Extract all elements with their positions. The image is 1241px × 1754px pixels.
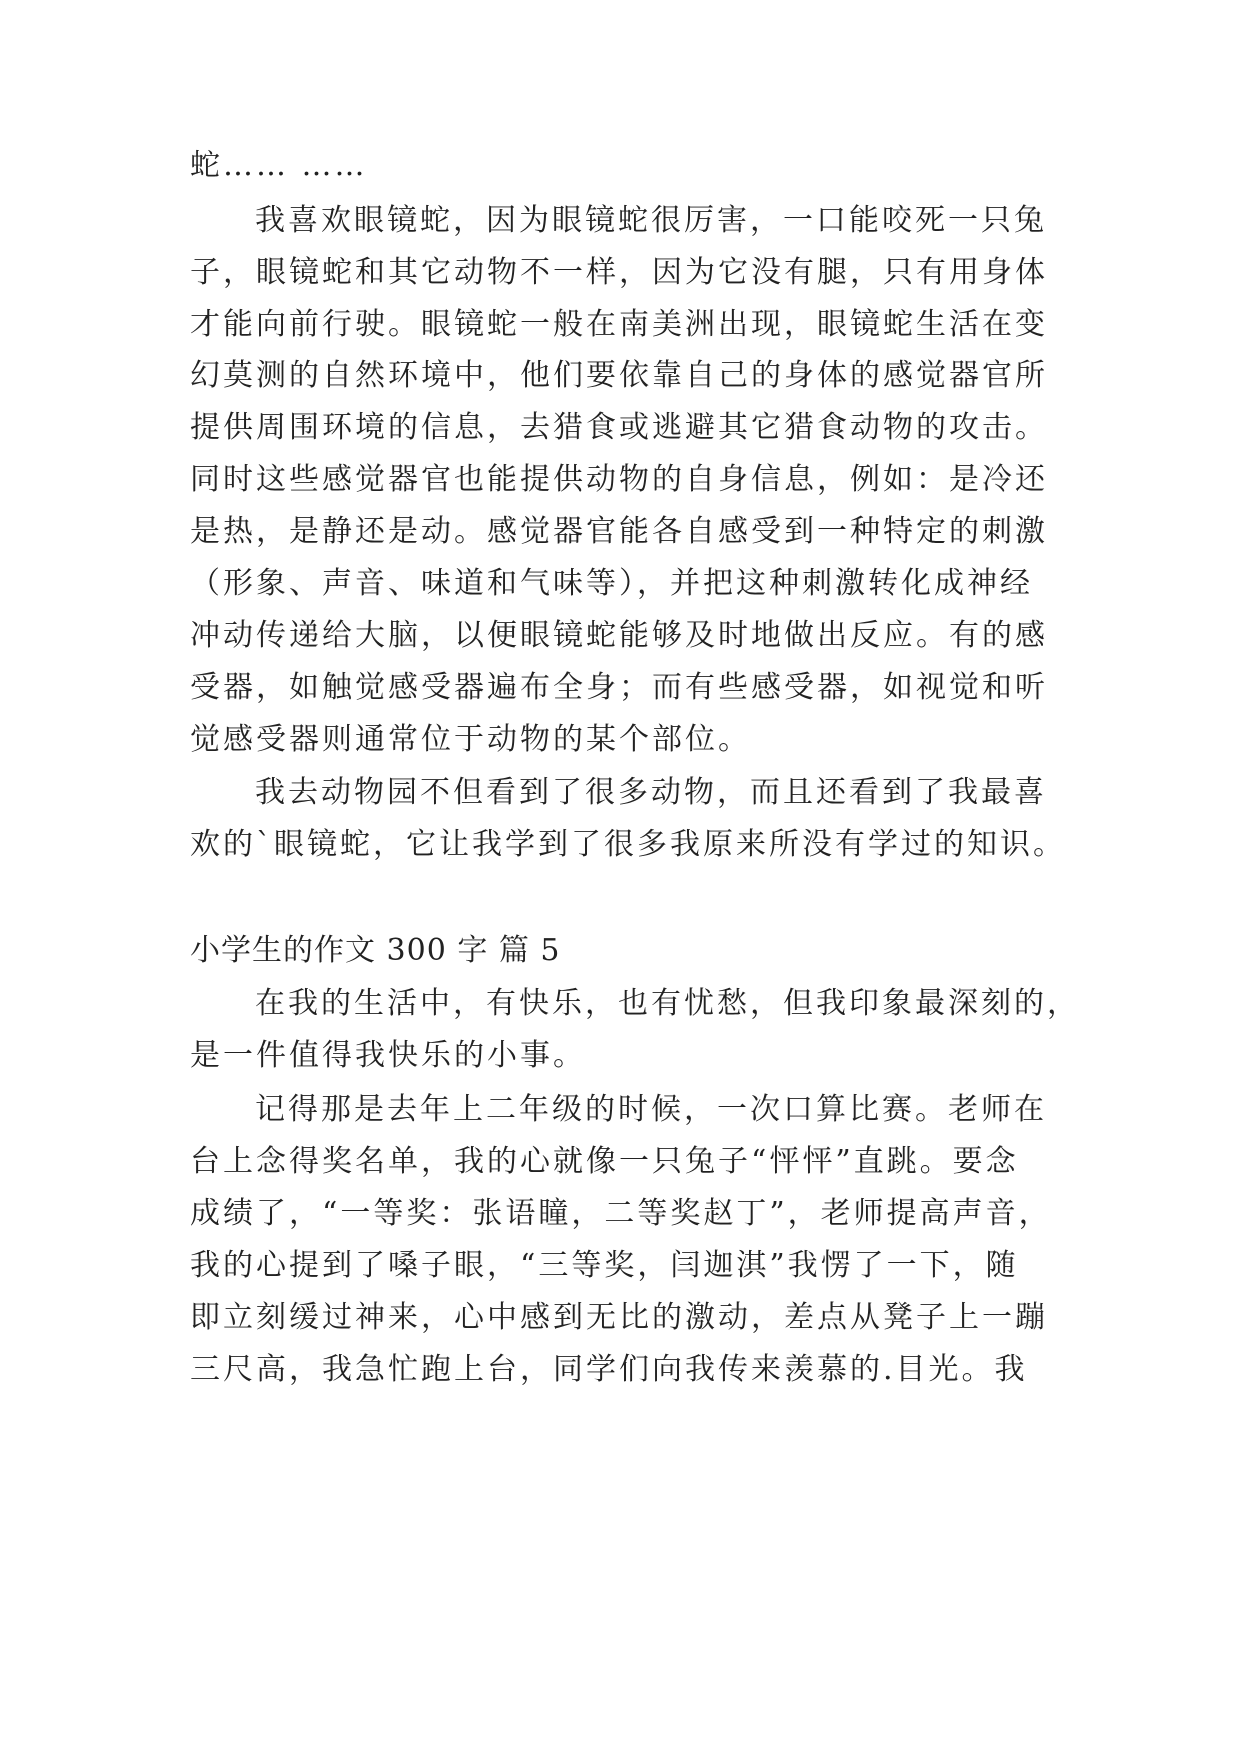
paragraph-line: 才能向前行驶。眼镜蛇一般在南美洲出现，眼镜蛇生活在变 — [190, 307, 1048, 342]
paragraph-line: 即立刻缓过神来，心中感到无比的激动，差点从凳子上一蹦 — [190, 1300, 1048, 1335]
paragraph-line: 同时这些感觉器官也能提供动物的自身信息，例如：是冷还 — [190, 462, 1048, 497]
paragraph-line: 冲动传递给大脑，以便眼镜蛇能够及时地做出反应。有的感 — [190, 618, 1048, 653]
text-fragment: 蛇…… …… — [190, 148, 368, 183]
paragraph-line: 我喜欢眼镜蛇，因为眼镜蛇很厉害，一口能咬死一只兔 — [255, 203, 1047, 238]
paragraph-line: 是一件值得我快乐的小事。 — [190, 1038, 586, 1073]
paragraph-line: 幻莫测的自然环境中，他们要依靠自己的身体的感觉器官所 — [190, 358, 1048, 393]
paragraph-line: （形象、声音、味道和气味等），并把这种刺激转化成神经 — [190, 566, 1033, 601]
paragraph-line: 子，眼镜蛇和其它动物不一样，因为它没有腿，只有用身体 — [190, 255, 1048, 290]
paragraph-line: 受器，如触觉感受器遍布全身；而有些感受器，如视觉和听 — [190, 670, 1048, 705]
paragraph-line: 三尺高，我急忙跑上台，同学们向我传来羡慕的.目光。我 — [190, 1352, 1028, 1387]
paragraph-line: 欢的`眼镜蛇，它让我学到了很多我原来所没有学过的知识。 — [190, 827, 1066, 862]
paragraph-line: 台上念得奖名单，我的心就像一只兔子“怦怦”直跳。要念 — [190, 1144, 1019, 1179]
paragraph-line: 在我的生活中，有快乐，也有忧愁，但我印象最深刻的， — [255, 986, 1080, 1021]
section-heading: 小学生的作文 300 字 篇 5 — [190, 933, 561, 968]
paragraph-line: 我的心提到了嗓子眼，“三等奖，闫迦淇”我愣了一下，随 — [190, 1248, 1019, 1283]
paragraph-line: 是热，是静还是动。感觉器官能各自感受到一种特定的刺激 — [190, 514, 1048, 549]
paragraph-line: 成绩了，“一等奖：张语瞳，二等奖赵丁”，老师提高声音， — [190, 1196, 1052, 1231]
paragraph-line: 觉感受器则通常位于动物的某个部位。 — [190, 722, 751, 757]
paragraph-line: 我去动物园不但看到了很多动物，而且还看到了我最喜 — [255, 775, 1047, 810]
paragraph-line: 提供周围环境的信息，去猎食或逃避其它猎食动物的攻击。 — [190, 410, 1048, 445]
paragraph-line: 记得那是去年上二年级的时候，一次口算比赛。老师在 — [255, 1092, 1047, 1127]
